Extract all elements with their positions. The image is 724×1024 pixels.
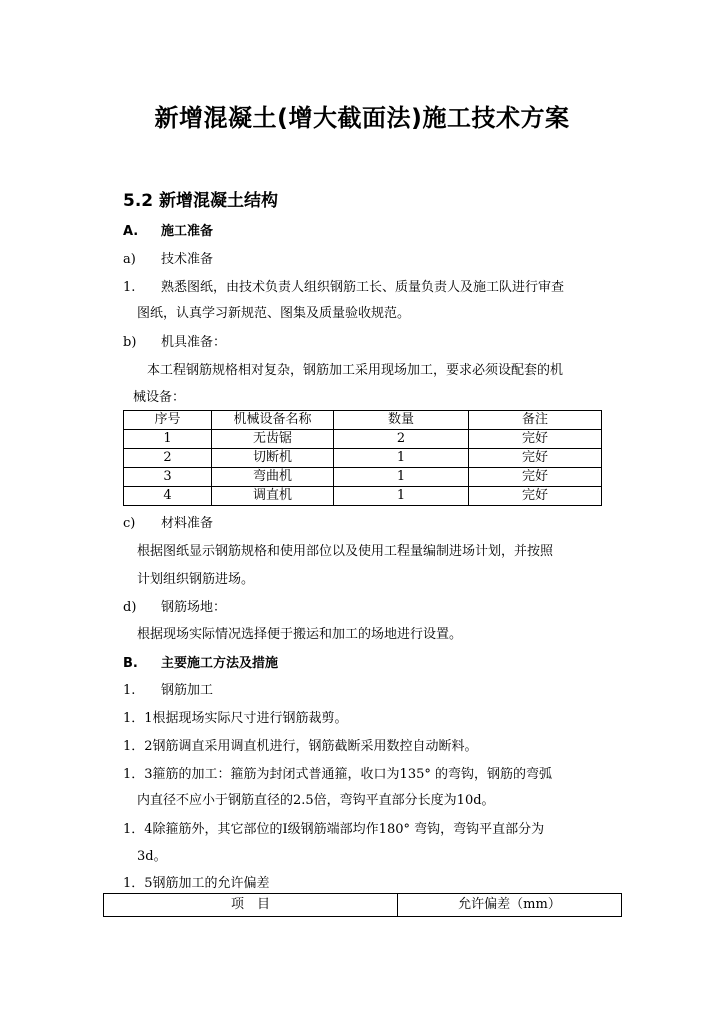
b-paragraph-line1: 本工程钢筋规格相对复杂，钢筋加工采用现场加工，要求必须设配套的机 <box>147 363 564 378</box>
table-cell: 无齿锯 <box>212 430 334 449</box>
subsection-d-marker: d) <box>123 600 137 615</box>
section-a-heading <box>123 220 213 239</box>
subsection-c-marker: c) <box>123 516 136 531</box>
table-header-cell: 机械设备名称 <box>212 411 334 430</box>
document-title: 新增混凝土(增大截面法)施工技术方案 <box>154 104 570 132</box>
step-1-label: 钢筋加工 <box>161 683 214 698</box>
section-heading: 5.2 新增混凝土结构 <box>123 191 279 211</box>
step-1-1: 1．1根据现场实际尺寸进行钢筋裁剪。 <box>123 711 348 726</box>
subsection-a <box>123 248 213 267</box>
item-1-line1 <box>123 276 564 295</box>
step-1-5: 1．5钢筋加工的允许偏差 <box>123 876 270 891</box>
tolerance-table <box>103 893 622 917</box>
c-paragraph-line2: 计划组织钢筋进场。 <box>137 572 255 587</box>
step-1-2: 1．2钢筋调直采用调直机进行，钢筋截断采用数控自动断料。 <box>123 739 478 754</box>
tolerance-table-header-row <box>104 894 622 917</box>
step-1 <box>123 679 213 698</box>
item-1-marker: 1. <box>123 280 136 295</box>
table-cell: 1 <box>334 468 469 487</box>
table-header-cell: 序号 <box>124 411 212 430</box>
subsection-b-label: 机具准备： <box>161 335 227 350</box>
subsection-b-marker: b) <box>123 335 137 350</box>
step-1-3-line1: 1．3箍筋的加工：箍筋为封闭式普通箍，收口为135° 的弯钩，钢筋的弯弧 <box>123 767 552 782</box>
table-cell: 2 <box>334 430 469 449</box>
item-1-text-1: 熟悉图纸，由技术负责人组织钢筋工长、质量负责人及施工队进行审查 <box>161 280 565 295</box>
table-cell: 4 <box>124 487 212 506</box>
section-b-label: 主要施工方法及措施 <box>161 656 279 671</box>
table-cell: 1 <box>124 430 212 449</box>
subsection-d <box>123 596 226 615</box>
table-cell: 完好 <box>469 468 602 487</box>
b-paragraph-line2: 械设备： <box>133 390 186 405</box>
equipment-table-header-row <box>124 411 602 430</box>
section-b-heading <box>123 652 278 671</box>
section-a-label: 施工准备 <box>161 224 214 239</box>
table-header-cell: 项 目 <box>104 894 398 917</box>
step-1-4-line1: 1．4除箍筋外，其它部位的Ⅰ级钢筋端部均作180° 弯钩，弯钩平直部分为 <box>123 822 545 837</box>
table-row <box>124 487 602 506</box>
subsection-a-marker: a) <box>123 252 136 267</box>
subsection-a-label: 技术准备 <box>161 252 214 267</box>
table-cell: 完好 <box>469 430 602 449</box>
table-cell: 完好 <box>469 449 602 468</box>
table-header-cell: 数量 <box>334 411 469 430</box>
table-cell: 3 <box>124 468 212 487</box>
table-cell: 调直机 <box>212 487 334 506</box>
subsection-b <box>123 331 226 350</box>
step-1-3-line2: 内直径不应小于钢筋直径的2.5倍，弯钩平直部分长度为10d。 <box>137 793 495 808</box>
subsection-d-label: 钢筋场地： <box>161 600 227 615</box>
step-1-marker: 1. <box>123 683 136 698</box>
table-cell: 2 <box>124 449 212 468</box>
step-1-4-line2: 3d。 <box>137 849 167 864</box>
d-paragraph: 根据现场实际情况选择便于搬运和加工的场地进行设置。 <box>137 627 463 642</box>
c-paragraph-line1: 根据图纸显示钢筋规格和使用部位以及使用工程量编制进场计划，并按照 <box>137 544 554 559</box>
item-1-text-2: 图纸，认真学习新规范、图集及质量验收规范。 <box>137 306 411 321</box>
table-cell: 1 <box>334 487 469 506</box>
subsection-c <box>123 512 213 531</box>
table-row <box>124 449 602 468</box>
table-cell: 弯曲机 <box>212 468 334 487</box>
section-a-marker: A. <box>123 224 139 239</box>
table-header-cell: 备注 <box>469 411 602 430</box>
table-row <box>124 430 602 449</box>
table-header-cell: 允许偏差（mm） <box>398 894 622 917</box>
table-cell: 切断机 <box>212 449 334 468</box>
table-row <box>124 468 602 487</box>
subsection-c-label: 材料准备 <box>161 516 214 531</box>
equipment-table <box>123 410 602 506</box>
section-b-marker: B. <box>123 656 138 671</box>
table-cell: 完好 <box>469 487 602 506</box>
table-cell: 1 <box>334 449 469 468</box>
